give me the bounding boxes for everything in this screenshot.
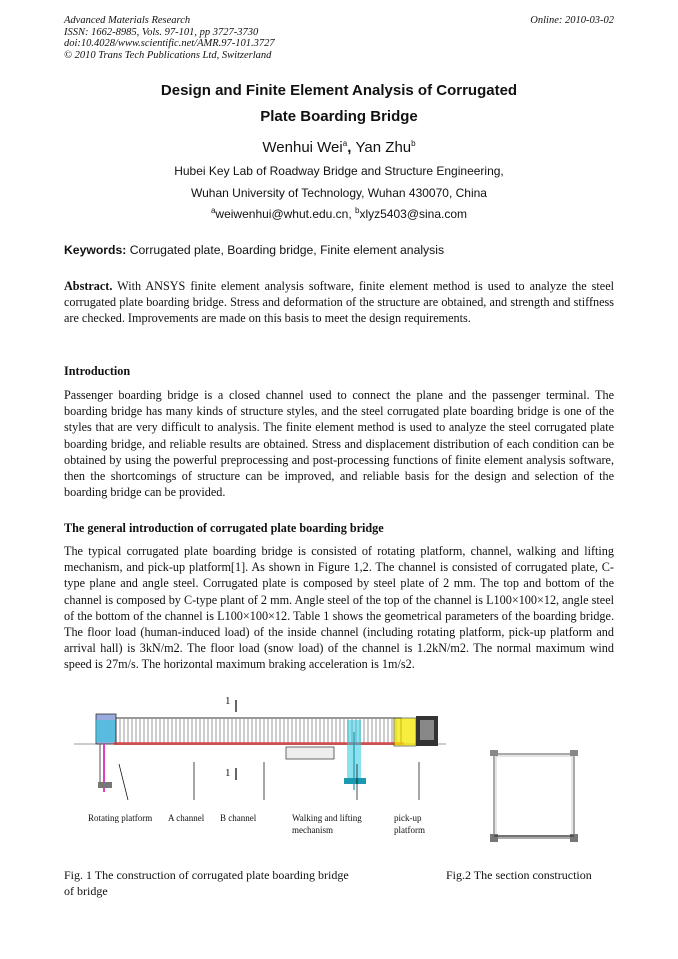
journal-doi: doi:10.4028/www.scientific.net/AMR.97-101.3727 [64, 38, 275, 49]
section-mark-top: 1 [225, 695, 231, 707]
keywords-label: Keywords: [64, 243, 127, 257]
keywords [64, 243, 444, 257]
author-2-sup: b [411, 139, 416, 148]
figure-1-caption: Fig. 1 The construction of corrugated plate boarding bridge [64, 868, 349, 882]
figure-2-caption: Fig.2 The section construction [446, 868, 592, 882]
label-walking-line-1: Walking and lifting [292, 813, 362, 823]
figure-caption-continuation: of bridge [64, 884, 108, 898]
label-pickup-line-2: platform [394, 825, 425, 835]
label-walking-line-2: mechanism [292, 825, 333, 835]
email-a[interactable]: weiwenhui@whut.edu.cn, [215, 207, 356, 221]
online-date: Online: 2010-03-02 [530, 15, 614, 26]
author-emails [0, 206, 678, 221]
label-rotating-platform: Rotating platform [88, 813, 153, 823]
journal-copyright: © 2010 Trans Tech Publications Ltd, Switzerland [64, 49, 272, 61]
figure-2-section-drawing [484, 746, 584, 846]
label-walking-lifting [292, 812, 362, 836]
journal-name: Advanced Materials Research [64, 15, 191, 26]
author-1: Wenhui Wei [262, 139, 343, 156]
journal-header [64, 15, 275, 61]
author-1-sup: a [342, 139, 348, 148]
abstract-label: Abstract. [64, 279, 113, 293]
author-2: Yan Zhu [355, 139, 412, 156]
section-heading-general: The general introduction of corrugated plate boarding bridge [64, 521, 384, 535]
author-separator: , [347, 139, 356, 156]
email-a-sup: a [210, 206, 216, 215]
label-a-channel: A channel [168, 813, 205, 823]
abstract-text: With ANSYS finite element analysis software, finite element method is used to analyze the steel corrugated plate boarding bridge. Stress and deformation of the structure are obtained, and strength and stiffness are checked. Improvements are made on this basis to meet the design requirements. [64, 279, 614, 326]
affiliation-line-1: Hubei Key Lab of Roadway Bridge and Structure Engineering, [174, 164, 504, 178]
email-b-sup: b [355, 206, 360, 215]
label-b-channel: B channel [220, 813, 257, 823]
label-pickup-line-1: pick-up [394, 813, 422, 823]
figure-1-bridge-drawing [74, 692, 446, 800]
paper-title-line-2: Plate Boarding Bridge [260, 108, 418, 125]
keywords-text: Corrugated plate, Boarding bridge, Finite element analysis [126, 243, 445, 257]
introduction-text: Passenger boarding bridge is a closed channel used to connect the plane and the passenger terminal. The boarding bridge has many kinds of structure styles, and the steel corrugated plate boarding bridge is one of the styles that are very difficult to analysis. The finite element method is used to analyze the steel corrugated plate boarding bridge, and reliable results are obtained. Stress and displacement distribution of each condition can be obtained by using the powerful preprocessing and post-processing functions of finite element analysis software, then the shortcomings of structure can be improved, and reliable basis for the design and selection of the boarding bridge can be provided. [64, 388, 614, 500]
label-pickup-platform [394, 812, 425, 836]
email-b[interactable]: xlyz5403@sina.com [359, 207, 468, 221]
journal-issn: ISSN: 1662-8985, Vols. 97-101, pp 3727-3730 [64, 26, 259, 38]
paper-title-line-1: Design and Finite Element Analysis of Corrugated [160, 82, 518, 99]
abstract [64, 278, 614, 327]
section-heading-introduction: Introduction [64, 364, 131, 378]
authors [0, 139, 678, 156]
affiliation-line-2: Wuhan University of Technology, Wuhan 430070, China [191, 186, 487, 200]
general-text: The typical corrugated plate boarding bridge is consisted of rotating platform, channel, walking and lifting mechanism, and pick-up platform[1]. As shown in Figure 1,2. The channel is consisted of corrugated plate, C-type plane and angle steel. Corrugated plate is composed by steel plate of 2 mm. The top and bottom of the channel is composed by C-type plant of 2 mm. Angle steel of the top of the channel is L100×100×12, angle steel of the bottom of the channel is L100×100×12. Table 1 shows the geometrical parameters of the boarding bridge. The floor load (human-induced load) of the inside channel (including rotating platform, pick-up platform and arrival hall) is 3kN/m2. The floor load (snow load) of the channel is 1.2kN/m2. The normal maximum wind speed is 27m/s. The horizontal maximum braking acceleration is 1m/s2. [64, 544, 614, 672]
section-mark-bottom: 1 [225, 767, 231, 779]
